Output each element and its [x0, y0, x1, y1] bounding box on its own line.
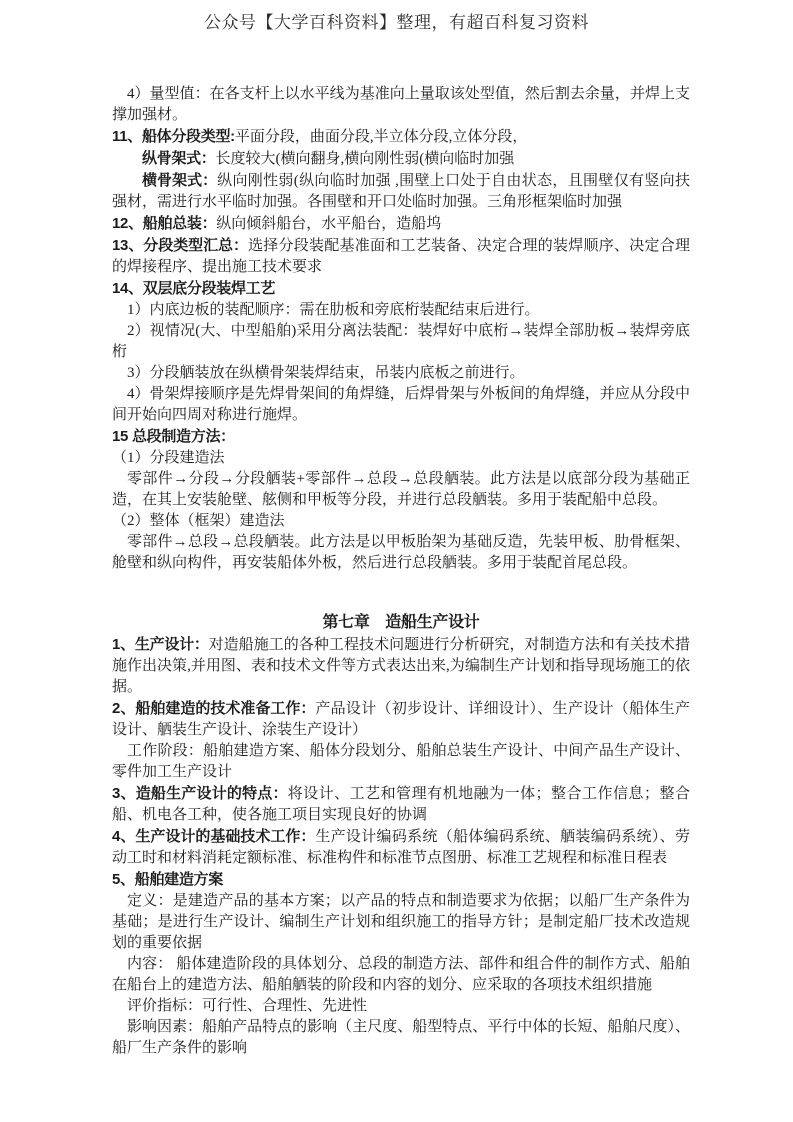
bold-text-segment: 13、分段类型汇总： — [112, 237, 248, 254]
paragraph — [112, 126, 690, 148]
page-header: 公众号【大学百科资料】整理，有超百科复习资料 — [204, 13, 589, 32]
text-segment: 4）量型值：在各支杆上以水平线为基准向上量取该处型值，然后割去余量，并焊上支撑加强材。 — [112, 86, 690, 123]
bold-text-segment: 横骨架式： — [142, 172, 218, 189]
text-segment: 工作阶段：船舶建造方案、船体分段划分、船舶总装生产设计、中间产品生产设计、零件加工生产设计 — [112, 743, 690, 780]
paragraph — [112, 363, 690, 384]
paragraph — [112, 891, 690, 954]
text-segment: 将设计、工艺和管理有机地融为一体；整合工作信息；整合船、机电各工种，使各施工项目实现良好的协调 — [112, 786, 690, 823]
paragraph — [112, 300, 690, 321]
paragraph — [112, 148, 690, 170]
text-segment: 3）分段舾装放在纵横骨架装焊结束，吊装内底板之前进行。 — [127, 365, 525, 381]
paragraph — [112, 213, 690, 235]
paragraph — [112, 426, 690, 448]
paragraph — [112, 278, 690, 300]
paragraph — [112, 996, 690, 1017]
text-segment: （2）整体（框架）建造法 — [112, 513, 285, 529]
text-segment: 对造船施工的各种工程技术问题进行分析研究，对制造方法和有关技术措施作出决策,并用图、表和技术文件等方式表达出来,为编制生产计划和指导现场施工的依据。 — [112, 637, 690, 695]
bold-text-segment: 12、船舶总装： — [112, 215, 217, 232]
text-segment: 影响因素：船舶产品特点的影响（主尺度、船型特点、平行中体的长短、船舶尺度）、船厂生产条件的影响 — [112, 1019, 690, 1056]
paragraph — [112, 1017, 690, 1059]
bold-text-segment: 5、船舶建造方案 — [112, 871, 223, 888]
bold-text-segment: 14、双层底分段装焊工艺 — [112, 280, 276, 297]
text-segment: 生产设计编码系统（船体编码系统、舾装编码系统）、劳动工时和材料消耗定额标准、标准构件和标准节点图册、标准工艺规程和标准日程表 — [112, 829, 690, 866]
text-segment: 零部件→分段→分段舾装+零部件→总段→总段舾装。此方法是以底部分段为基础正造，在其上安装舱壁、舷侧和甲板等分段，并进行总段舾装。多用于装配船中总段。 — [112, 471, 690, 508]
paragraph — [112, 511, 690, 532]
paragraph — [112, 741, 690, 783]
text-segment: 2）视情况(大、中型船舶)采用分离法装配：装焊好中底桁→装焊全部肋板→装焊旁底桁 — [112, 323, 690, 360]
text-segment: 评价指标：可行性、合理性、先进性 — [127, 998, 368, 1014]
text-segment: 长度较大(横向翻身,横向刚性弱(横向临时加强 — [215, 151, 515, 167]
bold-text-segment: 15 总段制造方法： — [112, 428, 235, 445]
text-segment: 平面分段，曲面分段,半立体分段,立体分段， — [234, 129, 528, 145]
paragraph — [112, 954, 690, 996]
paragraph — [112, 826, 690, 869]
paragraph — [112, 532, 690, 574]
paragraph — [112, 469, 690, 511]
paragraph — [112, 235, 690, 278]
paragraph — [112, 783, 690, 826]
paragraph — [112, 384, 690, 426]
paragraph — [112, 321, 690, 363]
text-segment: （1）分段建造法 — [112, 450, 225, 466]
text-segment: 纵向刚性弱(纵向临时加强 ,围壁上口处于自由状态，且围壁仅有竖向扶强材，需进行水平临时加强。各围壁和开口处临时加强。三角形框架临时加强 — [112, 173, 690, 210]
text-segment: 4）骨架焊接顺序是先焊骨架间的角焊缝，后焊骨架与外板间的角焊缝，并应从分段中间开始向四周对称进行施焊。 — [112, 386, 690, 423]
paragraph — [112, 84, 690, 126]
bold-text-segment: 纵骨架式： — [142, 150, 216, 167]
document-body — [112, 84, 690, 1059]
text-segment: 内容： 船体建造阶段的具体划分、总段的制造方法、部件和组合件的制作方式、船舶在船台上的建造方法、船舶舾装的阶段和内容的划分、应采取的各项技术组织措施 — [112, 956, 690, 993]
text-segment: 零部件→总段→总段舾装。此方法是以甲板胎架为基础反造，先装甲板、肋骨框架、舱壁和纵向构件，再安装船体外板，然后进行总段舾装。多用于装配首尾总段。 — [112, 534, 690, 571]
bold-text-segment: 3、造船生产设计的特点： — [112, 785, 288, 802]
chapter-heading — [112, 612, 690, 633]
paragraph — [112, 170, 690, 213]
bold-text-segment: 1、生产设计： — [112, 636, 209, 653]
paragraph — [112, 448, 690, 469]
text-segment: 定义：是建造产品的基本方案；以产品的特点和制造要求为依据；以船厂生产条件为基础；是进行生产设计、编制生产计划和组织施工的指导方针；是制定船厂技术改造规划的重要依据 — [112, 893, 690, 951]
bold-text-segment: 11、船体分段类型: — [112, 128, 235, 145]
text-segment: 1）内底边板的装配顺序：需在肋板和旁底桁装配结束后进行。 — [127, 302, 540, 318]
paragraph — [112, 698, 690, 741]
paragraph — [112, 634, 690, 698]
paragraph — [112, 869, 690, 891]
bold-text-segment: 4、生产设计的基础技术工作： — [112, 828, 316, 845]
bold-text-segment: 2、船舶建造的技术准备工作： — [112, 700, 316, 717]
text-segment: 产品设计（初步设计、详细设计）、生产设计（船体生产设计、舾装生产设计、涂装生产设计） — [112, 701, 690, 738]
text-segment: 纵向倾斜船台，水平船台，造船坞 — [216, 216, 442, 232]
text-segment: 选择分段装配基准面和工艺装备、决定合理的装焊顺序、决定合理的焊接程序、提出施工技术要求 — [112, 238, 690, 275]
bold-text-segment: 第七章 造船生产设计 — [322, 614, 480, 631]
